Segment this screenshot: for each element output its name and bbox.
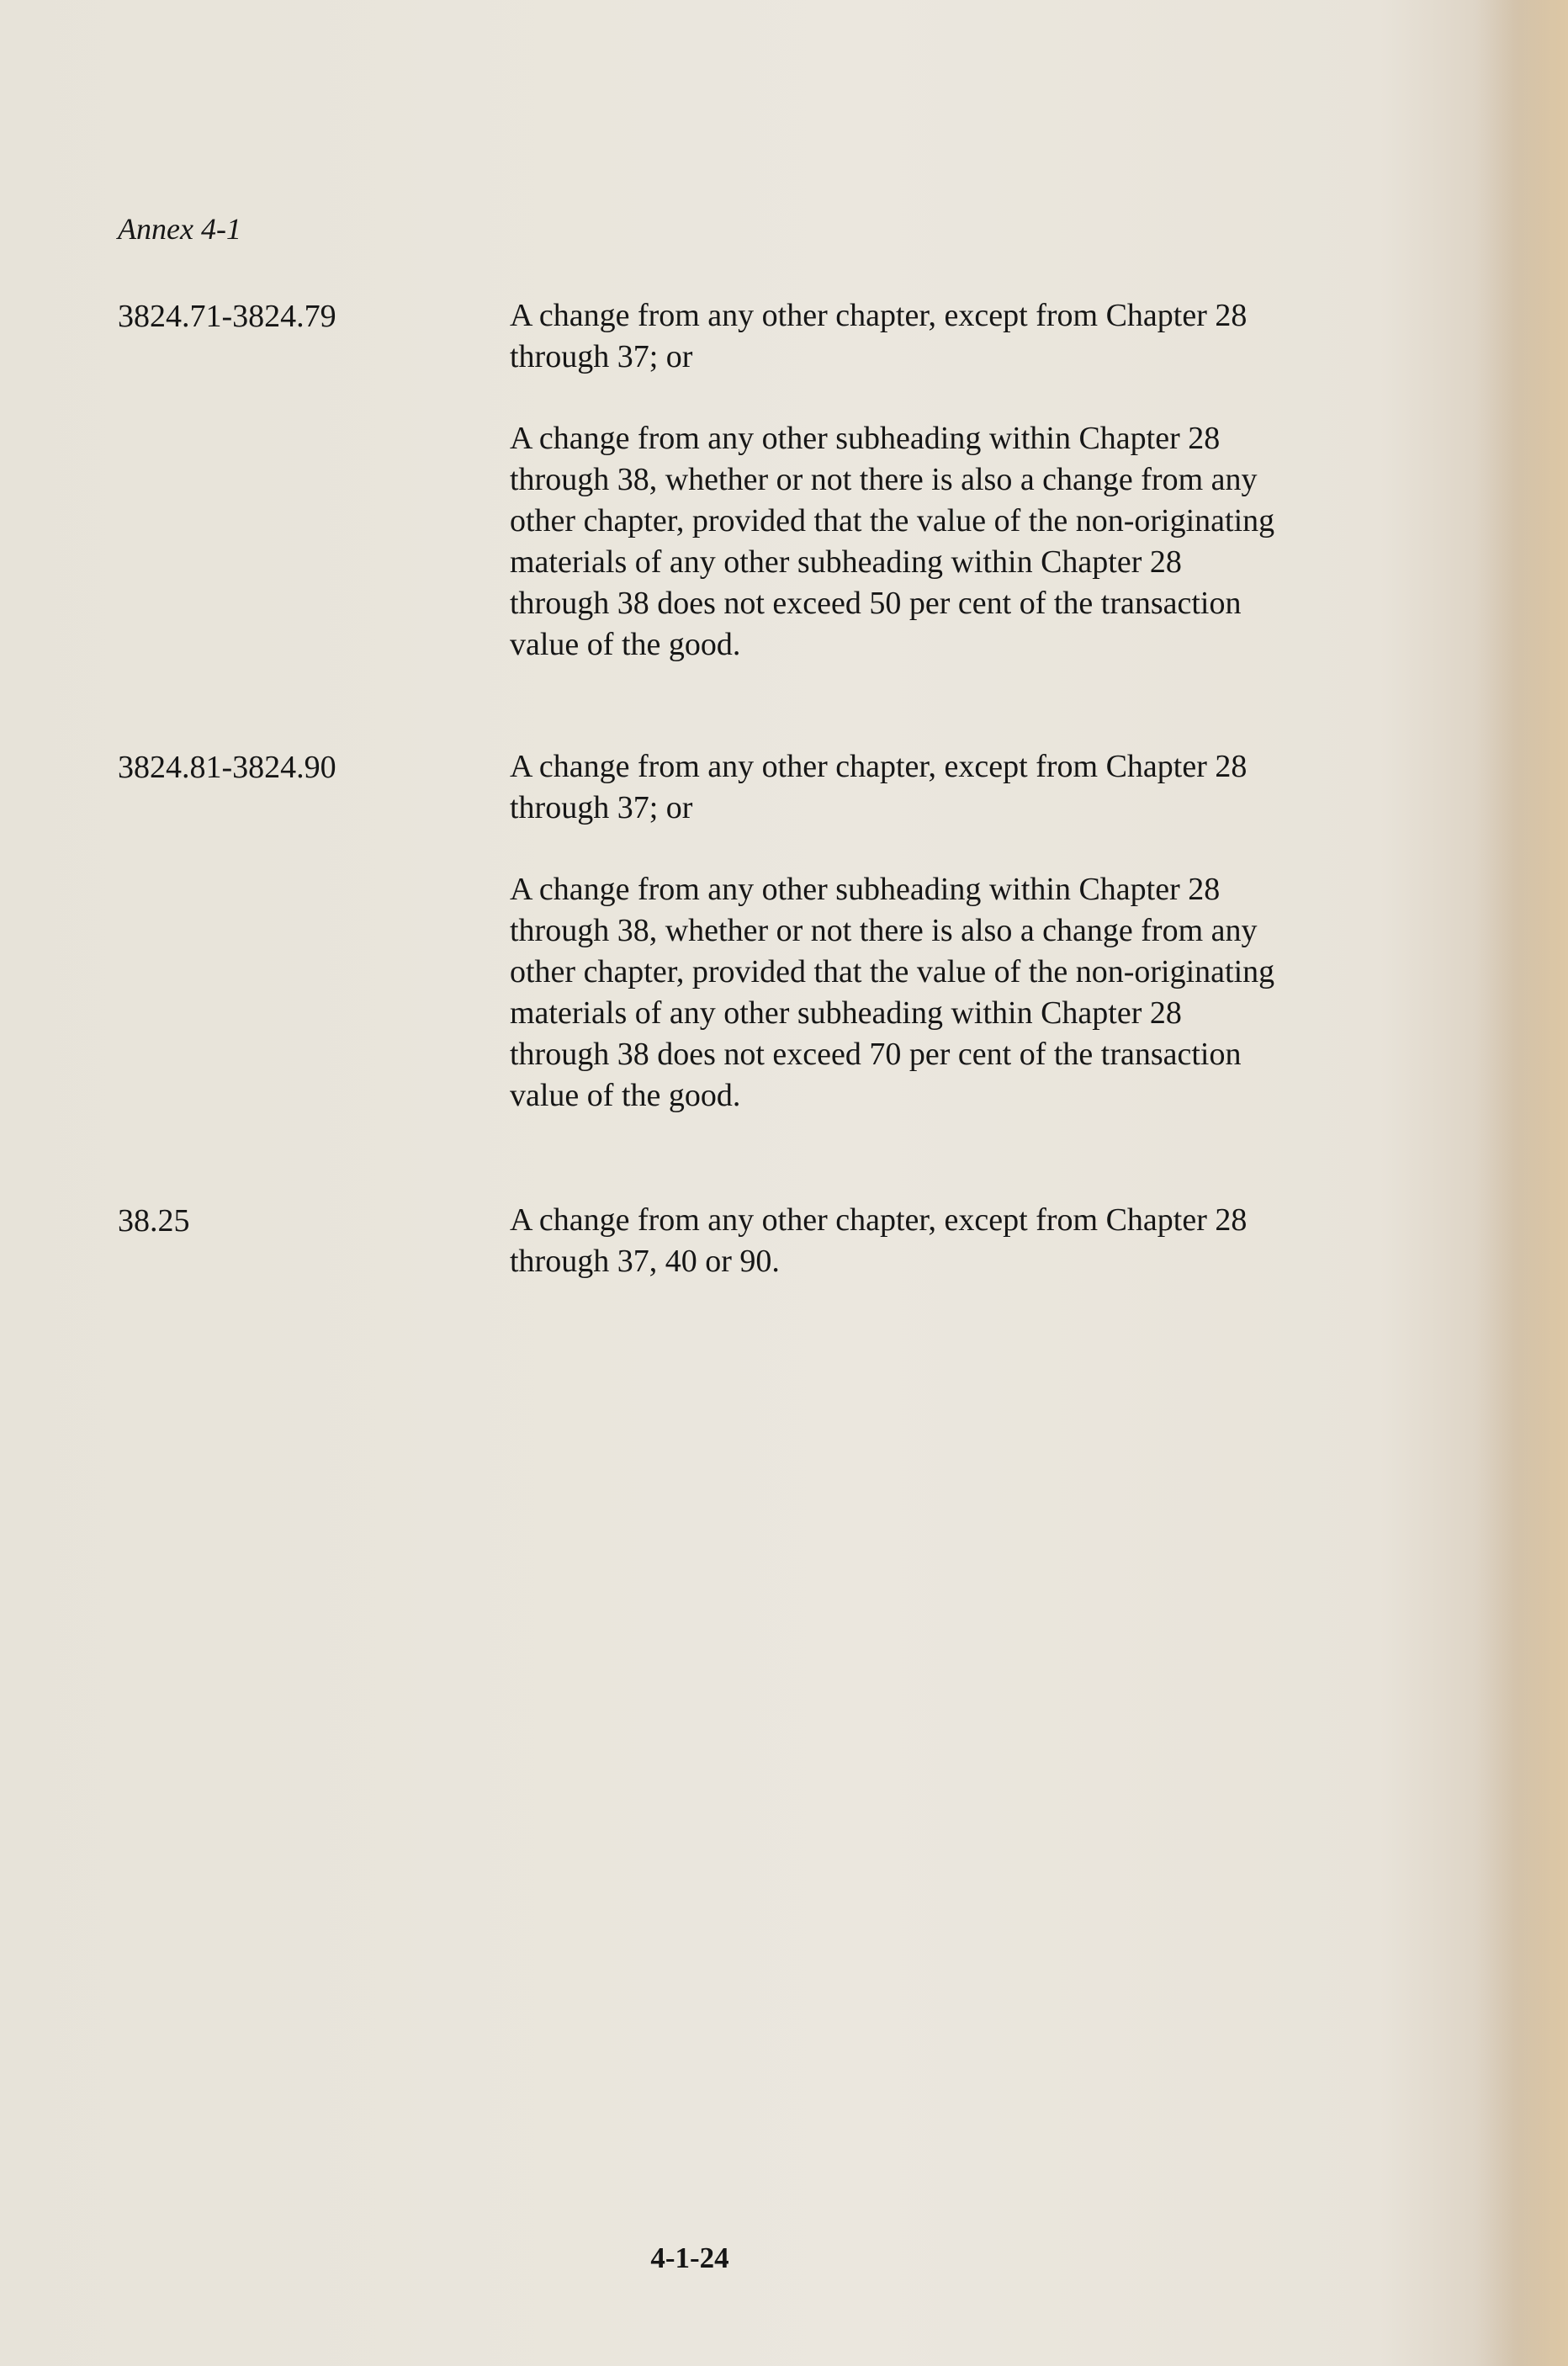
rule-text	[510, 746, 1275, 1157]
rule-text	[510, 295, 1275, 706]
rule-text	[510, 1200, 1275, 1323]
rule-paragraph: A change from any other subheading within Chapter 28 through 38, whether or not there is also a change from any other chapter, provided that the value of the non-originating materials of any other subheading within Chapter 28 through 38 does not exceed 50 per cent of the transaction value of the good.	[510, 421, 1275, 662]
page-number: 4-1-24	[650, 2241, 729, 2274]
rule-paragraph: A change from any other chapter, except from Chapter 28 through 37; or	[510, 298, 1248, 374]
rule-paragraph: A change from any other subheading within Chapter 28 through 38, whether or not there is also a change from any other chapter, provided that the value of the non-originating materials of any other subheading within Chapter 28 through 38 does not exceed 70 per cent of the transaction value of the good.	[510, 872, 1275, 1113]
annex-header: Annex 4-1	[118, 212, 241, 246]
page-binding-shadow	[1475, 0, 1568, 2366]
rule-paragraph: A change from any other chapter, except from Chapter 28 through 37, 40 or 90.	[510, 1202, 1248, 1279]
tariff-code: 38.25	[118, 1203, 190, 1239]
rule-paragraph: A change from any other chapter, except from Chapter 28 through 37; or	[510, 749, 1248, 825]
tariff-code: 3824.81-3824.90	[118, 750, 336, 785]
tariff-code: 3824.71-3824.79	[118, 299, 336, 334]
